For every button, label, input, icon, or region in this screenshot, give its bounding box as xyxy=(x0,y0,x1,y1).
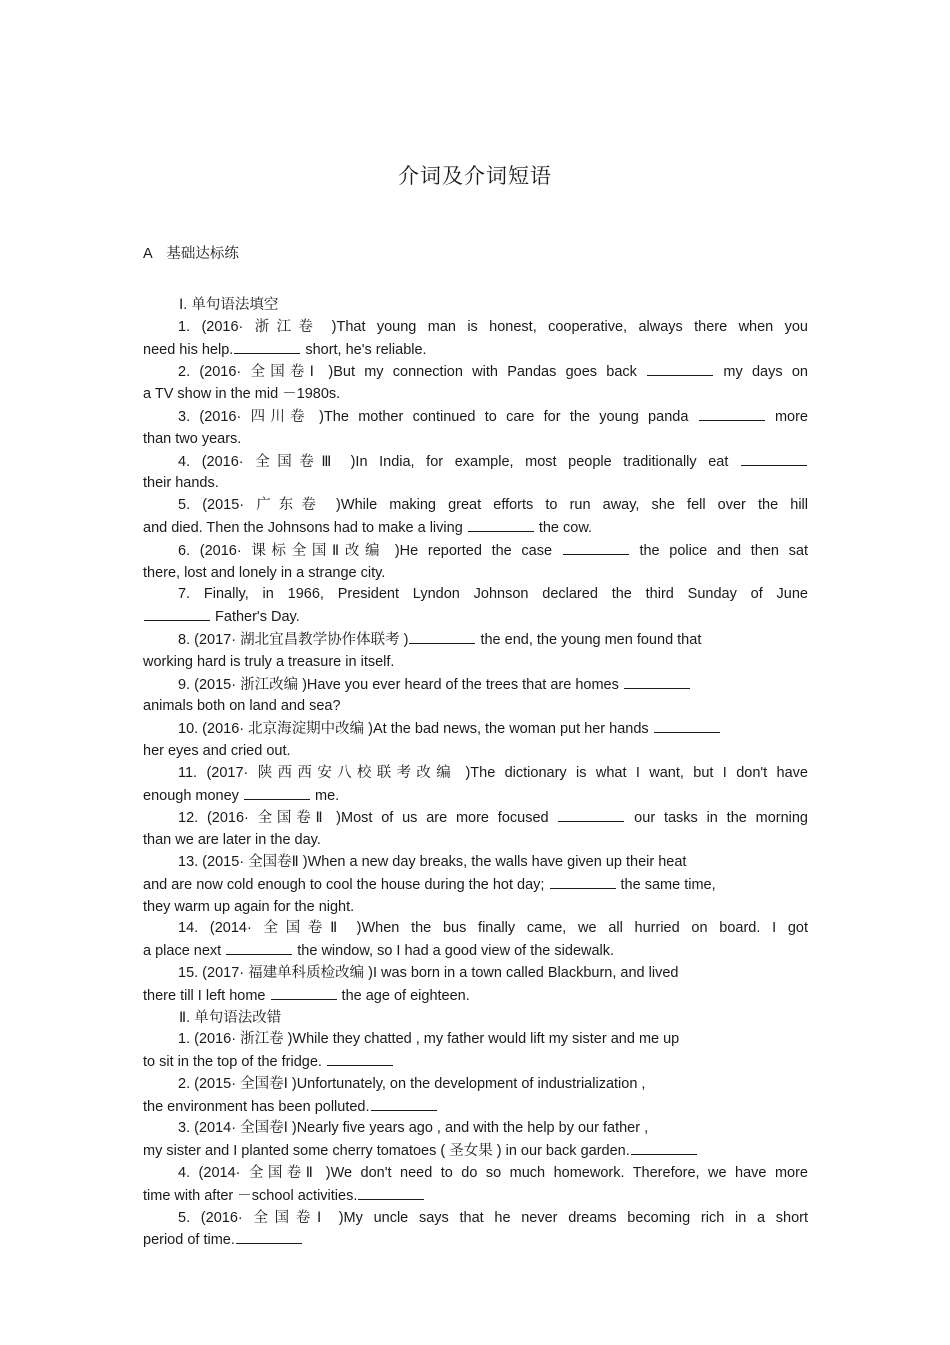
question-text: to sit in the top of the fridge. xyxy=(143,1054,326,1071)
answer-blank xyxy=(234,339,300,354)
question-line: they warm up again for the night. xyxy=(143,898,355,915)
section-heading: A 基础达标练 xyxy=(143,246,239,262)
page-title: 介词及介词短语 xyxy=(398,164,552,188)
question-line xyxy=(143,807,808,830)
question-text: 4. (2016· 全国卷Ⅲ )In India, for example, most people traditionally eat xyxy=(178,453,740,470)
answer-blank xyxy=(358,1185,424,1200)
question-line: her eyes and cried out. xyxy=(143,742,291,759)
question-line: animals both on land and sea? xyxy=(143,698,341,715)
answer-blank xyxy=(550,874,616,889)
question-line: a TV show in the mid －1980s. xyxy=(143,386,341,403)
question-item xyxy=(143,1074,808,1119)
question-line: their hands. xyxy=(143,475,219,492)
question-line: 2. (2015· 全国卷Ⅰ )Unfortunately, on the development of industrialization , xyxy=(178,1075,646,1092)
question-line: 13. (2015· 全国卷Ⅱ )When a new day breaks, the walls have given up their heat xyxy=(178,853,687,870)
question-line xyxy=(143,718,808,741)
question-text: 8. (2017· 湖北宜昌教学协作体联考 ) xyxy=(178,631,409,648)
question-line: 1. (2016· 浙江卷 )While they chatted , my father would lift my sister and me up xyxy=(178,1031,680,1048)
question-text: more xyxy=(765,408,808,425)
question-line: 1. (2016· 浙江卷 )That young man is honest, cooperative, always there when you xyxy=(178,318,808,335)
question-line: 3. (2014· 全国卷Ⅰ )Nearly five years ago , and with the help by our father , xyxy=(178,1120,649,1137)
question-text: 12. (2016· 全国卷Ⅱ )Most of us are more focused xyxy=(178,810,558,827)
question-item xyxy=(143,674,808,719)
question-line: there, lost and lonely in a strange city. xyxy=(143,564,386,581)
question-text: 2. (2016· 全国卷Ⅰ )But my connection with Pandas goes back xyxy=(178,364,647,381)
question-text: our tasks in the morning xyxy=(625,810,808,827)
answer-blank xyxy=(271,985,337,1000)
question-line xyxy=(143,940,808,963)
answer-blank xyxy=(563,540,629,555)
question-text: 3. (2016· 四川卷 )The mother continued to care for the young panda xyxy=(178,408,698,425)
question-line xyxy=(143,874,808,897)
question-line xyxy=(143,451,808,474)
question-item xyxy=(143,629,808,674)
question-line: than two years. xyxy=(143,430,242,447)
answer-blank xyxy=(409,629,475,644)
question-line xyxy=(143,1185,808,1208)
question-line xyxy=(143,674,808,697)
part-heading: Ⅱ. 单句语法改错 xyxy=(179,1009,282,1026)
question-item xyxy=(143,1029,808,1074)
answer-blank xyxy=(624,674,690,689)
answer-blank xyxy=(699,406,765,421)
question-line xyxy=(143,629,808,652)
question-text: and are now cold enough to cool the house during the hot day; xyxy=(143,876,549,893)
exercise-content xyxy=(143,295,808,1252)
answer-blank xyxy=(468,517,534,532)
question-text: 10. (2016· 北京海淀期中改编 )At the bad news, the woman put her hands xyxy=(178,721,653,738)
answer-blank xyxy=(371,1096,437,1111)
question-line xyxy=(143,985,808,1008)
question-text: there till I left home xyxy=(143,987,270,1004)
answer-blank xyxy=(558,807,624,822)
answer-blank xyxy=(741,451,807,466)
question-text: 9. (2015· 浙江改编 )Have you ever heard of the trees that are homes xyxy=(178,676,623,693)
question-item xyxy=(143,1208,808,1253)
question-text: enough money xyxy=(143,787,243,804)
question-item xyxy=(143,451,808,496)
answer-blank xyxy=(144,606,210,621)
answer-blank xyxy=(327,1051,393,1066)
question-text: period of time. xyxy=(143,1232,235,1249)
question-line: 15. (2017· 福建单科质检改编 )I was born in a town called Blackburn, and lived xyxy=(178,964,679,981)
question-item xyxy=(143,1163,808,1208)
question-item xyxy=(143,406,808,451)
question-line xyxy=(143,1096,808,1119)
question-text: my days on xyxy=(714,364,808,381)
question-line: 7. Finally, in 1966, President Lyndon Johnson declared the third Sunday of June xyxy=(178,586,808,603)
question-line xyxy=(143,606,808,629)
question-line: 4. (2014· 全国卷Ⅱ )We don't need to do so much homework. Therefore, we have more xyxy=(178,1165,808,1182)
question-line: working hard is truly a treasure in itself. xyxy=(143,653,395,670)
question-item xyxy=(143,852,808,918)
question-item xyxy=(143,317,808,362)
part-heading: Ⅰ. 单句语法填空 xyxy=(179,297,279,313)
question-text: 6. (2016· 课标全国Ⅱ改编 )He reported the case xyxy=(178,542,562,559)
question-item xyxy=(143,807,808,852)
answer-blank xyxy=(226,940,292,955)
question-item xyxy=(143,495,808,540)
question-line: 11. (2017· 陕西西安八校联考改编 )The dictionary is what I want, but I don't have xyxy=(178,764,808,781)
answer-blank xyxy=(654,718,720,733)
answer-blank xyxy=(647,361,713,376)
question-line xyxy=(143,361,808,384)
question-line xyxy=(143,1229,808,1252)
question-item xyxy=(143,361,808,406)
question-text: the age of eighteen. xyxy=(337,987,470,1004)
question-line xyxy=(143,339,808,362)
question-text: the cow. xyxy=(534,519,593,536)
question-text: the window, so I had a good view of the sidewalk. xyxy=(293,943,615,960)
question-item xyxy=(143,1118,808,1163)
question-line xyxy=(143,540,808,563)
question-item xyxy=(143,963,808,1008)
question-item xyxy=(143,584,808,629)
question-text: short, he's reliable. xyxy=(301,341,427,358)
question-text: need his help. xyxy=(143,341,234,358)
question-item xyxy=(143,918,808,963)
question-text: the environment has been polluted. xyxy=(143,1098,370,1115)
question-line: 5. (2015· 广东卷 )While making great efforts to run away, she fell over the hill xyxy=(178,497,808,514)
question-line xyxy=(143,1051,808,1074)
question-text: time with after －school activities. xyxy=(143,1187,358,1204)
question-line: 14. (2014· 全国卷Ⅱ )When the bus finally came, we all hurried on board. I got xyxy=(178,920,808,937)
question-text: the end, the young men found that xyxy=(476,631,702,648)
question-text: the police and then sat xyxy=(629,542,808,559)
question-item xyxy=(143,763,808,808)
question-text: a place next xyxy=(143,943,226,960)
answer-blank xyxy=(236,1229,302,1244)
question-line xyxy=(143,517,808,540)
question-text: my sister and I planted some cherry tomatoes ( 圣女果 ) in our back garden. xyxy=(143,1143,630,1160)
question-text: Father's Day. xyxy=(211,609,300,626)
answer-blank xyxy=(244,785,310,800)
question-text: me. xyxy=(310,787,340,804)
answer-blank xyxy=(631,1140,697,1155)
question-item xyxy=(143,718,808,763)
question-line: 5. (2016· 全国卷Ⅰ )My uncle says that he never dreams becoming rich in a short xyxy=(178,1209,808,1226)
question-line: than we are later in the day. xyxy=(143,832,321,849)
question-text: the same time, xyxy=(616,876,716,893)
question-line xyxy=(143,785,808,808)
question-line xyxy=(143,406,808,429)
question-text: and died. Then the Johnsons had to make a living xyxy=(143,519,467,536)
question-line xyxy=(143,1140,808,1163)
question-item xyxy=(143,540,808,585)
